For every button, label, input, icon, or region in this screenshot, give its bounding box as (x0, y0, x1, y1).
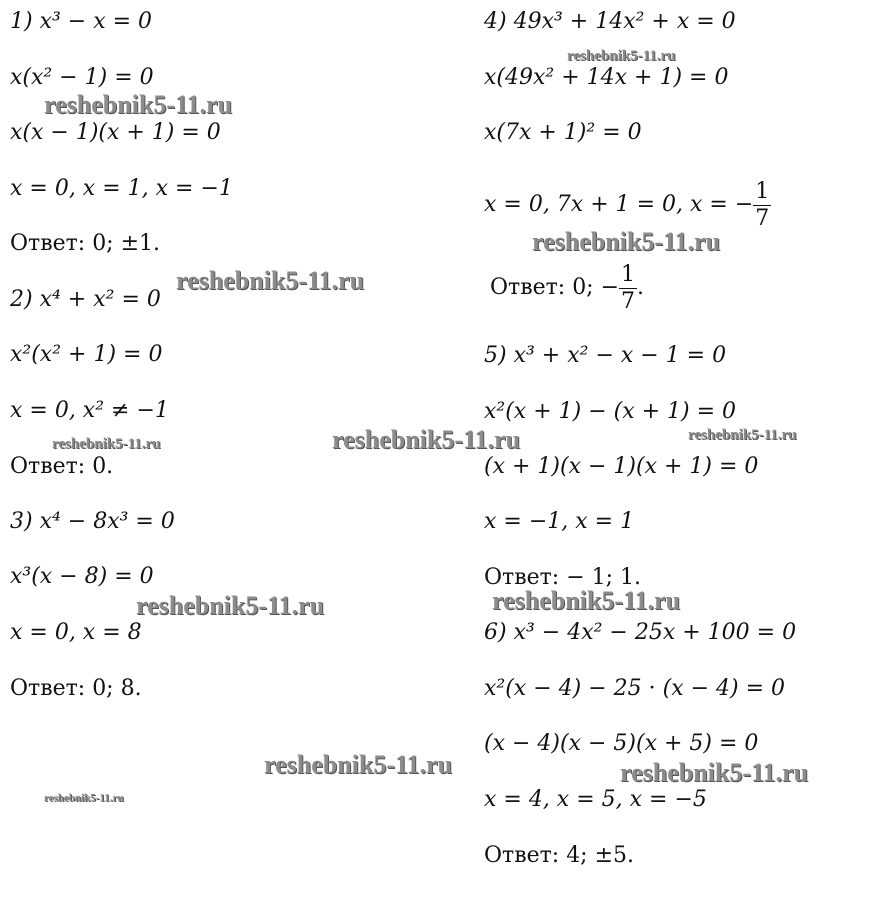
eq4-step2: x(7x + 1)² = 0 (484, 120, 642, 145)
eq4-roots-text: x = 0, 7x + 1 = 0, x = − (484, 192, 754, 217)
eq3-title: 3) x⁴ − 8x³ = 0 (10, 509, 175, 534)
eq6-title: 6) x³ − 4x² − 25x + 100 = 0 (484, 620, 797, 645)
eq1-title: 1) x³ − x = 0 (10, 9, 153, 34)
answer-fraction-one-seventh (619, 262, 637, 315)
eq3-roots: x = 0, x = 8 (10, 620, 142, 645)
watermark: reshebnik5-11.ru (176, 266, 365, 295)
watermark: reshebnik5-11.ru (620, 758, 809, 787)
eq4-answer (490, 258, 644, 318)
eq5-step1: x²(x + 1) − (x + 1) = 0 (484, 399, 737, 424)
eq1-answer: Ответ: 0; ±1. (10, 231, 161, 256)
watermark: reshebnik5-11.ru (688, 427, 797, 443)
watermark: reshebnik5-11.ru (332, 425, 521, 454)
eq6-step2: (x − 4)(x − 5)(x + 5) = 0 (484, 731, 759, 756)
eq5-step2: (x + 1)(x − 1)(x + 1) = 0 (484, 454, 759, 479)
watermark: reshebnik5-11.ru (567, 48, 676, 64)
eq4-title: 4) 49x³ + 14x² + x = 0 (484, 9, 736, 34)
eq3-answer: Ответ: 0; 8. (10, 676, 142, 701)
watermark: reshebnik5-11.ru (44, 90, 233, 119)
fraction-denominator: 7 (755, 205, 770, 231)
watermark: reshebnik5-11.ru (492, 586, 681, 615)
eq6-step1: x²(x − 4) − 25 · (x − 4) = 0 (484, 676, 786, 701)
eq6-answer: Ответ: 4; ±5. (484, 843, 635, 868)
eq1-step1: x(x² − 1) = 0 (10, 65, 154, 90)
eq4-step1: x(49x² + 14x + 1) = 0 (484, 65, 729, 90)
eq2-roots: x = 0, x² ≠ −1 (10, 398, 169, 423)
eq5-answer: Ответ: − 1; 1. (484, 565, 642, 590)
eq5-roots: x = −1, x = 1 (484, 509, 635, 534)
eq4-answer-period: . (637, 275, 645, 300)
eq5-title: 5) x³ + x² − x − 1 = 0 (484, 343, 727, 368)
eq4-answer-text: Ответ: 0; − (490, 275, 620, 300)
watermark: reshebnik5-11.ru (44, 792, 124, 804)
eq3-step1: x³(x − 8) = 0 (10, 564, 154, 589)
watermark: reshebnik5-11.ru (532, 227, 721, 256)
answer-fraction-denominator: 7 (621, 288, 636, 314)
watermark: reshebnik5-11.ru (264, 750, 453, 779)
watermark: reshebnik5-11.ru (52, 436, 161, 452)
fraction-one-seventh (753, 179, 771, 232)
eq4-roots (484, 175, 771, 235)
watermark: reshebnik5-11.ru (136, 591, 325, 620)
eq2-title: 2) x⁴ + x² = 0 (10, 287, 161, 312)
fraction-numerator: 1 (755, 178, 770, 204)
eq1-step2: x(x − 1)(x + 1) = 0 (10, 120, 221, 145)
eq6-roots: x = 4, x = 5, x = −5 (484, 787, 707, 812)
eq2-answer: Ответ: 0. (10, 454, 114, 479)
answer-fraction-numerator: 1 (621, 261, 636, 287)
eq1-roots: x = 0, x = 1, x = −1 (10, 176, 233, 201)
eq2-step1: x²(x² + 1) = 0 (10, 342, 163, 367)
